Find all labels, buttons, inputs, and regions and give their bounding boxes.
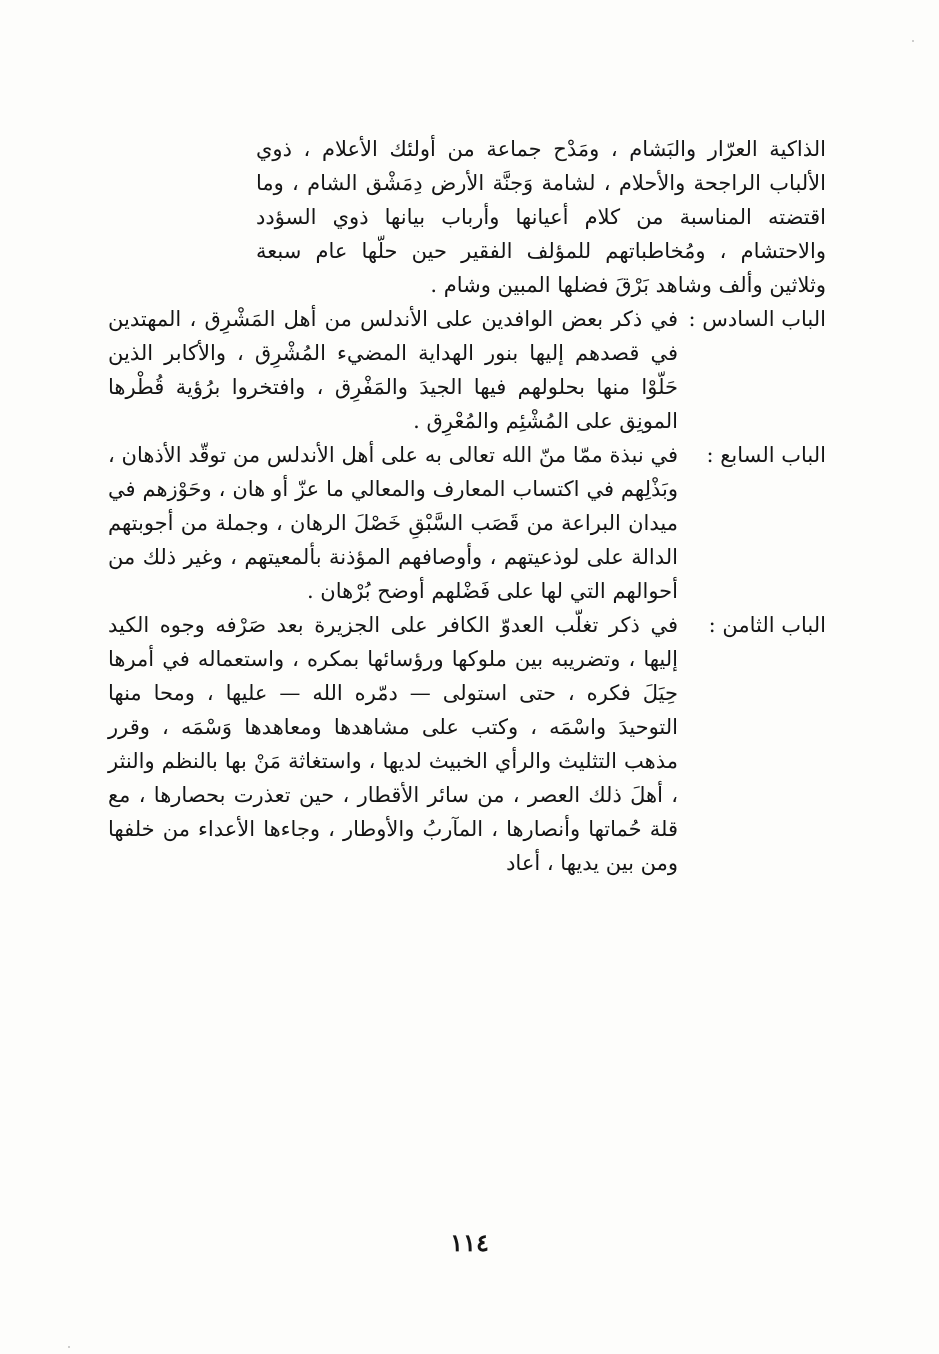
paper-speck: [68, 1346, 70, 1348]
chapter-8-label: الباب الثامن :: [708, 613, 826, 637]
chapter-7-label: الباب السابع :: [706, 443, 826, 467]
chapter-8: [108, 608, 826, 880]
intro-paragraph: الذاكية العرّار والبَشام ، ومَدْح جماعة من أولئك الأعلام ، ذوي الألباب الراجحة والأحلام ، لشامة وَجنَّة الأرض دِمَشْق الشام ، وما اقتضته المناسبة من كلام أعيانها وأرباب بيانها ذوي السؤدد والاحتشام ، ومُخاطباتهم للمؤلف الفقير حين حلّها عام سبعة وثلاثين وألف وشاهد بَرْقَ فضلها المبين وشام .: [256, 137, 826, 297]
page-number: ١١٤: [450, 1228, 489, 1257]
page-text: [108, 132, 826, 880]
chapter-6: [108, 302, 826, 438]
chapter-6-text: في ذكر بعض الوافدين على الأندلس من أهل المَشْرِق ، المهتدين في قصدهم إليها بنور الهداية المضيء المُشْرِق ، والأكابر الذين حَلّوْا منها بحلولهم فيها الجيدَ والمَفْرِق ، وافتخروا برُؤية قُطْرها المونِق على المُشْئِم والمُعْرِق .: [108, 307, 678, 433]
chapter-7-text: في نبذة ممّا منّ الله تعالى به على أهل الأندلس من توقّد الأذهان ، وبَذْلِهم في اكتساب المعارف والمعالي ما عزّ أو هان ، وحَوْزهم في ميدان البراعة من قَصَب السَّبْقِ خَصْلَ الرهان ، وجملة من أجوبتهم الدالة على لوذعيتهم ، وأوصافهم المؤذنة بألمعيتهم ، وغير ذلك من أحوالهم التي لها على فَضْلهم أوضح بُرْهان .: [108, 443, 678, 603]
chapter-8-text: في ذكر تغلّب العدوّ الكافر على الجزيرة بعد صَرْفه وجوه الكيد إليها ، وتضريبه بين ملوكها ورؤسائها بمكره ، واستعماله في أمرها حِيَلَ فكره ، حتى استولى — دمّره الله — عليها ، ومحا منها التوحيدَ واسْمَه ، وكتب على مشاهدها ومعاهدها وَسْمَه ، وقرر مذهب التثليث والرأي الخبيث لديها ، واستغاثة مَنْ بها بالنظم والنثر ، أهلَ ذلك العصر ، من سائر الأقطار ، حين تعذرت بحصارها ، مع قلة حُماتها وأنصارها ، المآربُ والأوطار ، وجاءها الأعداء من خلفها ومن بين يديها ، أعاد: [108, 613, 678, 875]
paper-speck: [912, 40, 914, 42]
chapter-7: [108, 438, 826, 608]
chapter-6-label: الباب السادس :: [688, 307, 826, 331]
